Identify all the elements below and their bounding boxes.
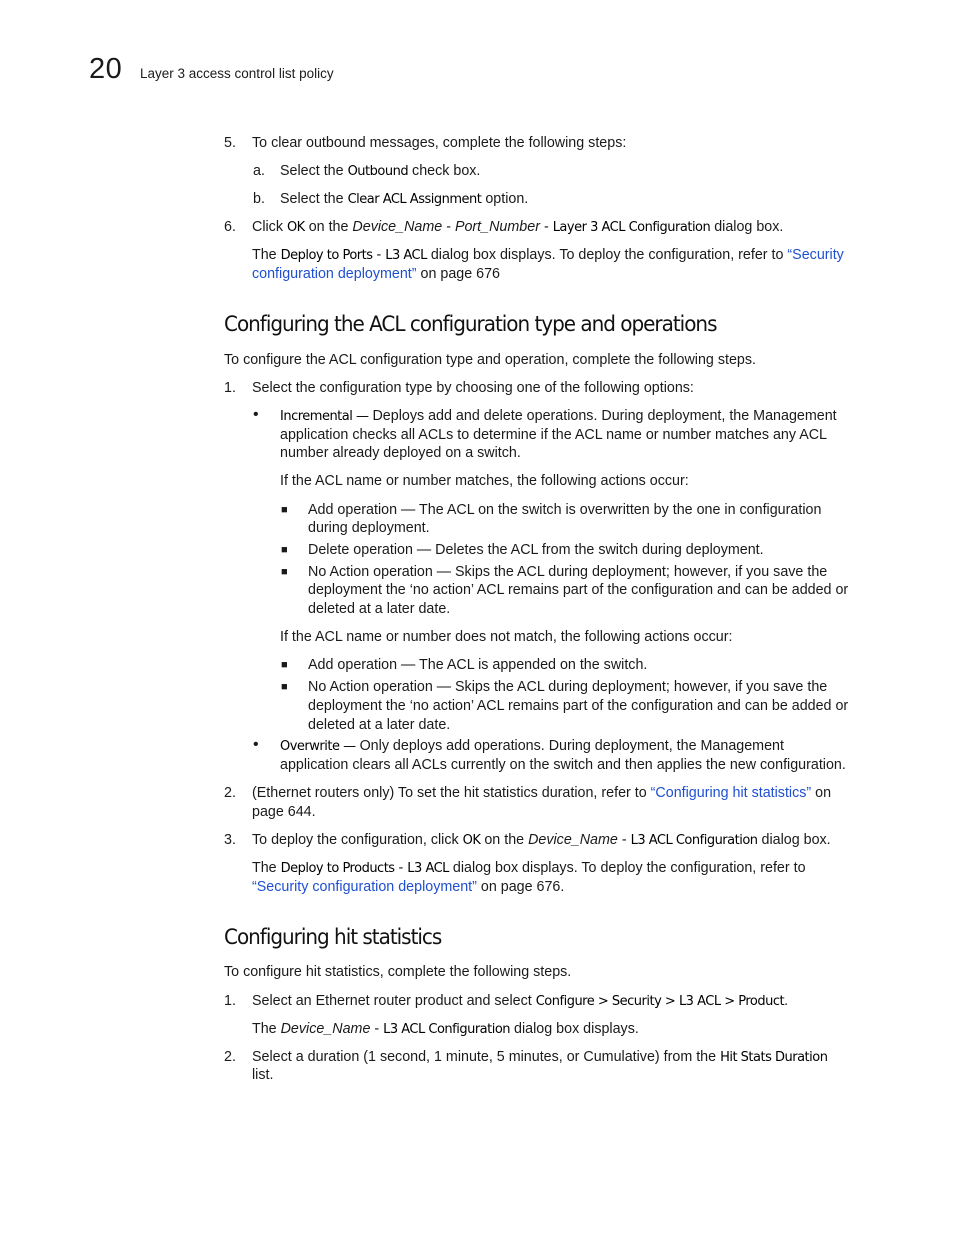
match-item-3-line1: No Action operation — Skips the ACL during deployment; however, if you save the — [308, 564, 828, 580]
nomatch-item-1-line1: Add operation — The ACL is appended on the switch. — [308, 657, 648, 673]
s2-step-1-text: Select an Ethernet router product and select Configure > Security > L3 ACL > Product. — [252, 993, 789, 1009]
s1-step-3-result-line1: The Deploy to Products - L3 ACL dialog box displays. To deploy the configuration, refer to — [252, 860, 806, 876]
s2-step-1-number: 1. — [224, 993, 236, 1009]
s1-step-2-line2: page 644. — [252, 804, 316, 820]
nomatch-intro: If the ACL name or number does not match, the following actions occur: — [280, 629, 733, 645]
step-5a-number: a. — [253, 163, 265, 179]
step-6-result-line2: configuration deployment” on page 676 — [252, 266, 500, 282]
s1-step-2-line1: (Ethernet routers only) To set the hit statistics duration, refer to “Configuring hit statistics” on — [252, 785, 832, 801]
s1-step-1-text: Select the configuration type by choosing one of the following options: — [252, 380, 694, 396]
s2-step-2-number: 2. — [224, 1049, 236, 1065]
s1-step-3-text: To deploy the configuration, click OK on the Device_Name - L3 ACL Configuration dialog box. — [252, 832, 831, 848]
security-deployment-link[interactable]: “Security — [787, 247, 844, 263]
step-6-number: 6. — [224, 219, 236, 235]
section-1-intro: To configure the ACL configuration type and operation, complete the following steps. — [224, 352, 756, 368]
match-item-3-line3: deleted at a later date. — [308, 601, 451, 617]
square-bullet-icon: ■ — [281, 504, 288, 516]
step-5b-text: Select the Clear ACL Assignment option. — [280, 191, 529, 207]
step-6-text: Click OK on the Device_Name - Port_Number - Layer 3 ACL Configuration dialog box. — [252, 219, 784, 235]
step-5-number: 5. — [224, 135, 236, 151]
incremental-line1: Incremental — Deploys add and delete operations. During deployment, the Management — [280, 408, 837, 424]
step-5a-text: Select the Outbound check box. — [280, 163, 481, 179]
section-heading-acl-config: Configuring the ACL configuration type and operations — [224, 312, 717, 337]
step-5-text: To clear outbound messages, complete the following steps: — [252, 135, 627, 151]
overwrite-line1: Overwrite — Only deploys add operations. During deployment, the Management — [280, 738, 784, 754]
square-bullet-icon: ■ — [281, 544, 288, 556]
s1-step-3-result-line2: “Security configuration deployment” on page 676. — [252, 879, 565, 895]
s1-step-1-number: 1. — [224, 380, 236, 396]
bullet-icon: • — [253, 736, 259, 753]
chapter-title: Layer 3 access control list policy — [140, 66, 334, 81]
square-bullet-icon: ■ — [281, 681, 288, 693]
match-item-3-line2: deployment the ‘no action’ ACL remains part of the configuration and can be added or — [308, 582, 849, 598]
square-bullet-icon: ■ — [281, 566, 288, 578]
step-6-result-line1: The Deploy to Ports - L3 ACL dialog box displays. To deploy the configuration, refer to “Security — [252, 247, 844, 263]
nomatch-item-2-line1: No Action operation — Skips the ACL during deployment; however, if you save the — [308, 679, 828, 695]
section-2-intro: To configure hit statistics, complete the following steps. — [224, 964, 572, 980]
incremental-line2: application checks all ACLs to determine if the ACL name or number matches any ACL — [280, 427, 828, 443]
section-heading-hit-statistics: Configuring hit statistics — [224, 925, 442, 950]
match-item-1-line2: during deployment. — [308, 520, 430, 536]
nomatch-item-2-line3: deleted at a later date. — [308, 717, 451, 733]
incremental-line3: number already deployed on a switch. — [280, 445, 521, 461]
s2-step-1-result: The Device_Name - L3 ACL Configuration dialog box displays. — [252, 1021, 639, 1037]
match-item-1-line1: Add operation — The ACL on the switch is overwritten by the one in configuration — [308, 502, 822, 518]
overwrite-line2: application clears all ACLs currently on the switch and then applies the new configuration. — [280, 757, 846, 773]
s1-step-2-number: 2. — [224, 785, 236, 801]
bullet-icon: • — [253, 406, 259, 423]
match-item-2-line1: Delete operation — Deletes the ACL from the switch during deployment. — [308, 542, 764, 558]
square-bullet-icon: ■ — [281, 659, 288, 671]
nomatch-item-2-line2: deployment the ‘no action’ ACL remains part of the configuration and can be added or — [308, 698, 849, 714]
security-deployment-link-cont[interactable]: configuration deployment” — [252, 266, 417, 282]
step-5b-number: b. — [253, 191, 265, 207]
chapter-number: 20 — [89, 53, 123, 85]
match-intro: If the ACL name or number matches, the following actions occur: — [280, 473, 689, 489]
s2-step-2-line2: list. — [252, 1067, 274, 1083]
hit-statistics-link[interactable]: “Configuring hit statistics” — [650, 785, 812, 801]
s1-step-3-number: 3. — [224, 832, 236, 848]
security-deployment-link-2[interactable]: “Security configuration deployment” — [252, 879, 477, 895]
s2-step-2-line1: Select a duration (1 second, 1 minute, 5 minutes, or Cumulative) from the Hit Stats Duration — [252, 1049, 828, 1065]
